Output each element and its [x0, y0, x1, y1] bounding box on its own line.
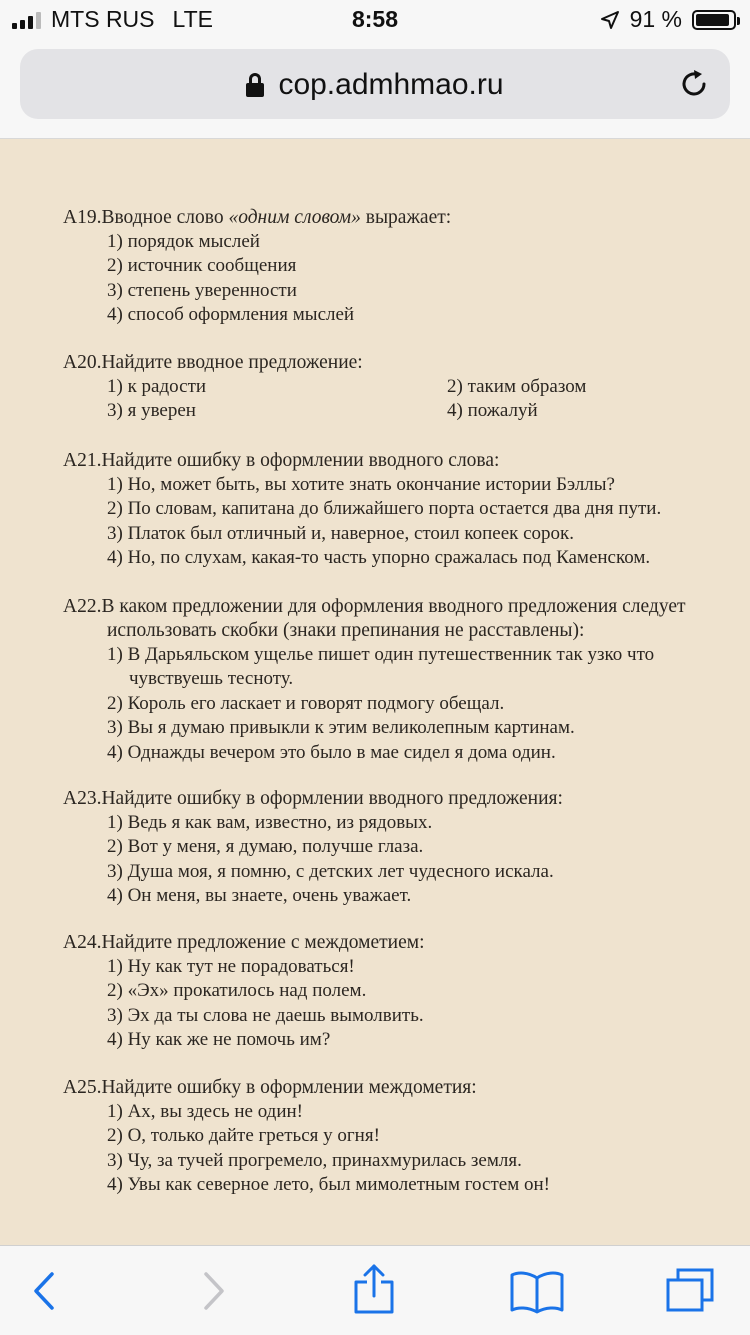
back-icon[interactable]: [20, 1268, 72, 1314]
question-number: A20.: [63, 352, 102, 373]
question-number: A23.: [63, 788, 102, 809]
answer-option: 1) Ведь я как вам, известно, из рядовых.: [107, 812, 433, 833]
answer-options: [107, 473, 747, 571]
forward-icon[interactable]: [186, 1268, 238, 1314]
answer-options: [107, 1100, 747, 1198]
answer-option: 3) Вы я думаю привыкли к этим великолепным картинам.: [107, 717, 575, 739]
answer-option: 2) О, только дайте греться у огня!: [107, 1125, 380, 1147]
browser-toolbar: [0, 1245, 750, 1335]
answer-option: 4) Однажды вечером это было в мае сидел я дома один.: [107, 741, 556, 763]
answer-option: 4) Он меня, вы знаете, очень уважает.: [107, 885, 412, 907]
question-stem: В каком предложении для оформления вводного предложения следует: [101, 596, 686, 617]
answer-option: 4) Увы как северное лето, был мимолетным гостем он!: [107, 1174, 550, 1196]
answer-options: [107, 811, 747, 909]
answer-option: 2) источник сообщения: [107, 255, 297, 277]
answer-option: 1) порядок мыслей: [107, 231, 260, 252]
question-quote: «одним словом»: [228, 207, 361, 228]
answer-options: [107, 643, 747, 765]
answer-option: 3) Эх да ты слова не даешь вымолвить.: [107, 1004, 424, 1026]
answer-option: 2) Вот у меня, я думаю, получше глаза.: [107, 836, 424, 858]
answer-option: 3) степень уверенности: [107, 279, 297, 301]
question-stem: Найдите предложение с междометием:: [101, 932, 425, 953]
battery-percent: 91 %: [629, 6, 682, 32]
question-stem: Найдите ошибку в оформлении междометия:: [101, 1077, 477, 1098]
question-a21: [63, 449, 747, 571]
answer-option: 3) я уверен: [107, 400, 196, 422]
answer-option: 1) В Дарьяльском ущелье пишет один путешественник так узко что: [107, 644, 655, 665]
question-number: A24.: [63, 932, 102, 953]
clock: 8:58: [351, 6, 399, 32]
question-a22: [63, 595, 747, 765]
location-arrow-icon: [600, 10, 620, 30]
address-domain: cop.admhmao.ru: [278, 68, 504, 102]
answer-option: 3) Платок был отличный и, наверное, стоил копеек сорок.: [107, 522, 575, 544]
question-stem: Найдите вводное предложение:: [101, 352, 363, 373]
question-a23: [63, 787, 747, 909]
answer-options: [107, 375, 747, 424]
answer-option: 2) По словам, капитана до ближайшего порта остается два дня пути.: [107, 498, 662, 520]
answer-option: 3) Чу, за тучей прогремело, принахмурилась земля.: [107, 1149, 522, 1171]
lock-icon: [246, 73, 264, 97]
network-label: LTE: [172, 6, 213, 32]
reload-icon[interactable]: [676, 66, 712, 102]
question-a19: [63, 206, 747, 328]
question-stem-end: выражает:: [360, 207, 452, 228]
answer-option: 4) пожалуй: [447, 400, 538, 422]
address-bar[interactable]: [20, 49, 730, 119]
tabs-icon[interactable]: [664, 1268, 716, 1314]
status-right: [600, 6, 736, 33]
answer-option: 3) Душа моя, я помню, с детских лет чудесного искала.: [107, 860, 554, 882]
document-page: [0, 139, 750, 1245]
question-number: A21.: [63, 450, 102, 471]
bookmarks-icon[interactable]: [508, 1268, 566, 1314]
answer-option: 1) к радости: [107, 376, 207, 397]
answer-option: 1) Но, может быть, вы хотите знать окончание истории Бэллы?: [107, 474, 615, 495]
browser-header: [0, 40, 750, 139]
question-number: A22.: [63, 596, 102, 617]
question-stem: Найдите ошибку в оформлении вводного предложения:: [101, 788, 563, 809]
answer-option: 2) Король его ласкает и говорят подмогу обещал.: [107, 692, 505, 714]
question-a20: [63, 351, 747, 424]
question-a24: [63, 931, 747, 1053]
answer-option: 2) таким образом: [447, 376, 587, 397]
question-number: A19.: [63, 207, 102, 228]
question-a25: [63, 1076, 747, 1198]
answer-option: 4) способ оформления мыслей: [107, 304, 355, 326]
answer-option: 4) Ну как же не помочь им?: [107, 1029, 331, 1051]
answer-options: [107, 230, 747, 328]
answer-option-continuation: чувствуешь тесноту.: [129, 668, 294, 690]
answer-option: 1) Ну как тут не порадоваться!: [107, 956, 355, 977]
question-stem: Найдите ошибку в оформлении вводного слова:: [101, 450, 500, 471]
answer-option: 4) Но, по слухам, какая-то часть упорно сражалась под Каменском.: [107, 547, 651, 569]
answer-options: [107, 955, 747, 1053]
share-icon[interactable]: [348, 1262, 400, 1314]
answer-option: 1) Ах, вы здесь не один!: [107, 1101, 304, 1122]
question-stem: Вводное слово: [101, 207, 229, 228]
answer-option: 2) «Эх» прокатилось над полем.: [107, 980, 367, 1002]
status-bar: [0, 0, 750, 40]
question-stem-line2: использовать скобки (знаки препинания не расставлены):: [107, 620, 585, 641]
carrier-label: MTS RUS: [51, 6, 155, 32]
question-number: A25.: [63, 1077, 102, 1098]
battery-icon: [692, 10, 736, 30]
